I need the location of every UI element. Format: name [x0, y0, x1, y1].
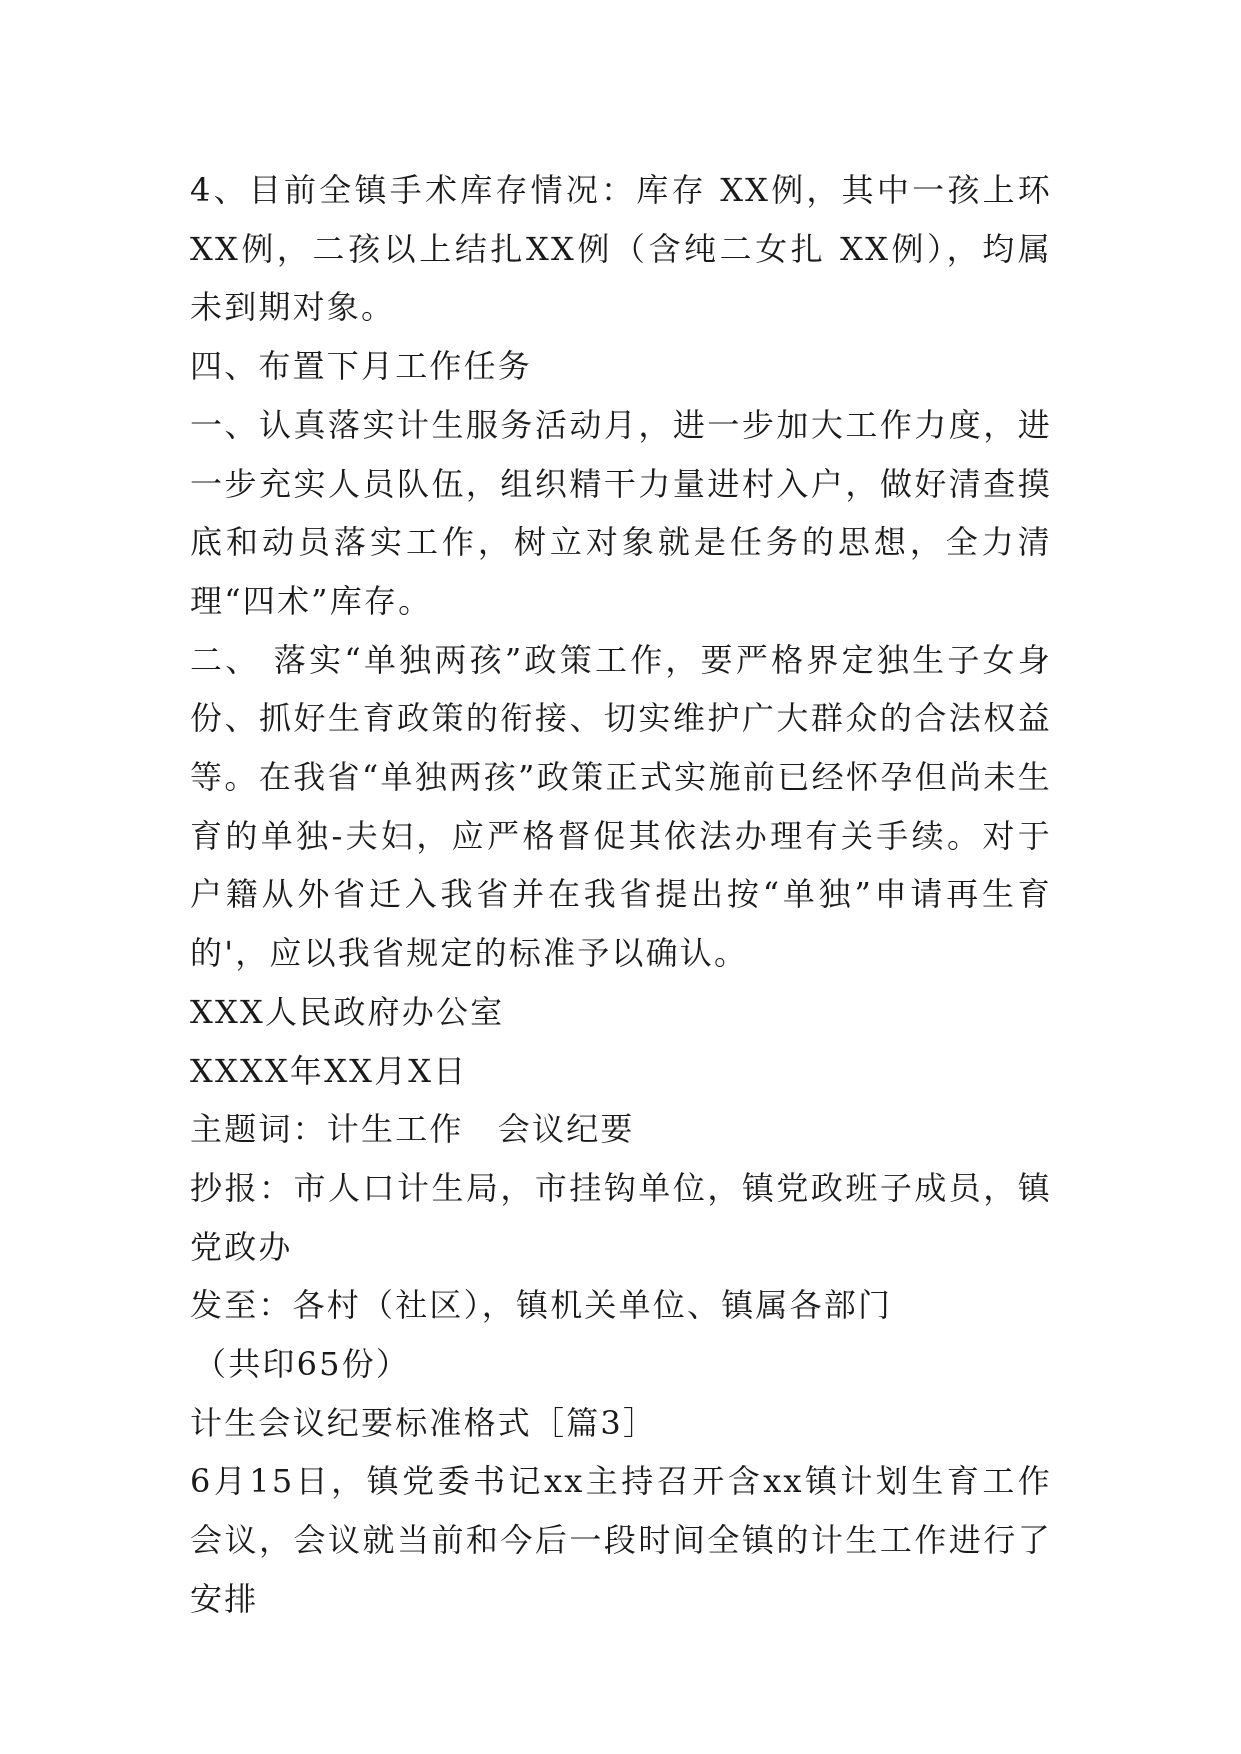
- article-title: 计生会议纪要标准格式［篇3］: [190, 1403, 658, 1442]
- copy-to-line: 抄报：市人口计生局，市挂钩单位，镇党政班子成员，镇党政办: [190, 1168, 1052, 1266]
- paragraph-task-two: 二、 落实“单独两孩”政策工作，要严格界定独生子女身份、抓好生育政策的衔接、切实维护广大群众的合法权益等。在我省“单独两孩”政策正式实施前已经怀孕但尚未生育的单独-夫妇，应严格督促其依法办理有关手续。对于户籍从外省迁入我省并在我省提出按“单独”申请再生育的'，应以我省规定的标准予以确认。: [190, 640, 1052, 973]
- section-heading-next-month-tasks: 四、布置下月工作任务: [190, 347, 533, 386]
- print-count-note: （共印65份）: [194, 1345, 411, 1384]
- document-body: [190, 161, 1052, 1629]
- paragraph-surgery-inventory: 4、目前全镇手术库存情况：库存 XX例，其中一孩上环XX例，二孩以上结扎XX例（含纯二女扎 XX例），均属未到期对象。: [190, 171, 1052, 327]
- paragraph-meeting-intro: 6月15日，镇党委书记xx主持召开含xx镇计划生育工作会议，会议就当前和今后一段时间全镇的计生工作进行了安排: [190, 1462, 1052, 1618]
- distribution-line: 发至：各村（社区），镇机关单位、镇属各部门: [190, 1286, 893, 1325]
- subject-keywords: 主题词：计生工作 会议纪要: [190, 1110, 635, 1149]
- paragraph-task-one: 一、认真落实计生服务活动月，进一步加大工作力度，进一步充实人员队伍，组织精干力量进村入户，做好清查摸底和动员落实工作，树立对象就是任务的思想，全力清理“四术”库存。: [190, 405, 1052, 620]
- issuing-office: XXX人民政府办公室: [190, 992, 505, 1031]
- issue-date: XXXX年XX月X日: [190, 1051, 468, 1090]
